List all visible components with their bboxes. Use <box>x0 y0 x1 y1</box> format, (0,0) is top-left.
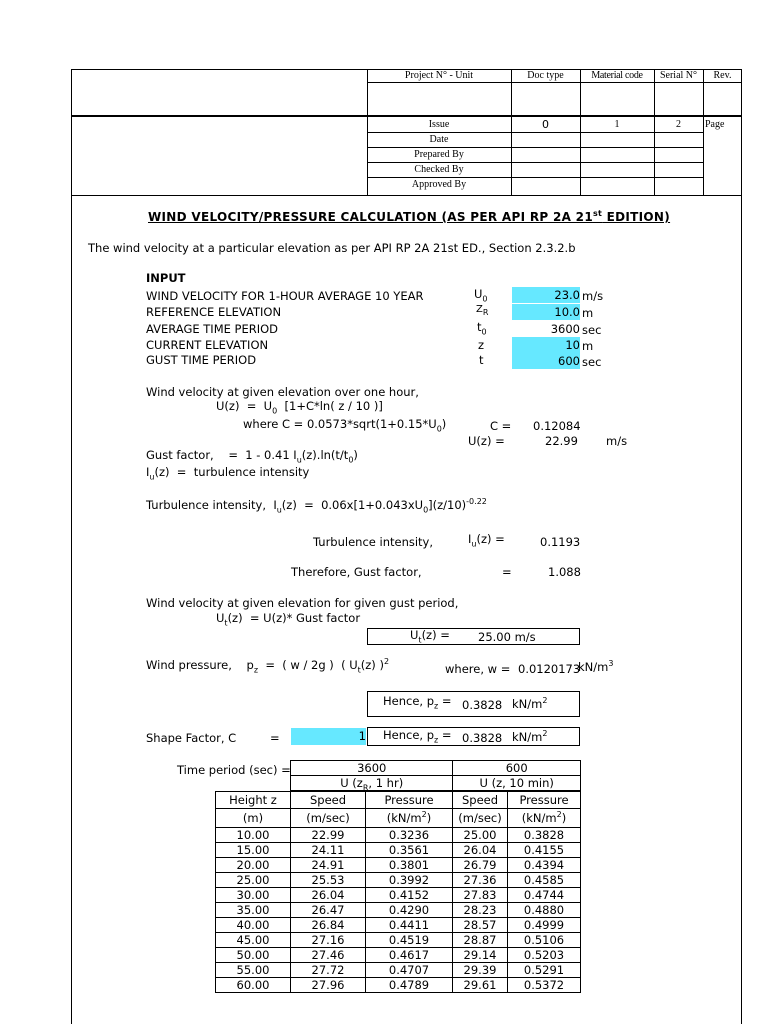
grid-line <box>703 117 704 196</box>
cell-pressure-1hr: 0.4789 <box>366 978 453 993</box>
cell-speed-10min: 28.57 <box>453 918 508 933</box>
gust-factor-eq: = <box>502 565 512 579</box>
material-code-label: Material code <box>591 70 643 81</box>
cell-height: 10.00 <box>216 828 291 843</box>
page-title: WIND VELOCITY/PRESSURE CALCULATION (AS PER API RP 2A 21st EDITION) <box>148 209 671 224</box>
shape-factor-input[interactable]: 1 <box>291 728 366 745</box>
cell-pressure-1hr: 0.3992 <box>366 873 453 888</box>
cell-speed-10min: 25.00 <box>453 828 508 843</box>
unit-speed-2: (m/sec) <box>453 809 508 828</box>
cell-speed-1hr: 27.96 <box>291 978 366 993</box>
cell-pressure-1hr: 0.4707 <box>366 963 453 978</box>
w-unit: $kN/m^3$ <box>578 659 614 674</box>
table-row <box>216 873 581 888</box>
issue-label: Issue <box>428 119 450 130</box>
pz2-value: 0.3828 <box>462 731 503 745</box>
results-table <box>215 791 581 993</box>
cell-speed-1hr: 22.99 <box>291 828 366 843</box>
doc-type-label: Doc type <box>527 70 564 81</box>
cell-speed-10min: 26.04 <box>453 843 508 858</box>
col-pressure-header-1: Pressure <box>366 792 453 809</box>
pz-unit: $kN/m^2$ <box>512 696 548 711</box>
gust-factor-line: Gust factor, = 1 - 0.41 $I_u(z).\ln(t/t_0)$ <box>146 448 358 465</box>
issue-value-1: 1 <box>614 119 620 130</box>
cell-pressure-10min: 0.4394 <box>508 858 581 873</box>
grid-line <box>367 132 703 133</box>
table-row <box>216 828 581 843</box>
period-header-table <box>290 760 581 791</box>
cell-height: 40.00 <box>216 918 291 933</box>
input-label-avg-time: AVERAGE TIME PERIOD <box>146 322 279 336</box>
cell-speed-10min: 29.14 <box>453 948 508 963</box>
table-row <box>216 978 581 993</box>
input-value-avg-time: 3600 <box>550 322 580 336</box>
cell-height: 45.00 <box>216 933 291 948</box>
ti-result-label: Turbulence intensity, <box>313 535 434 549</box>
cell-speed-1hr: 26.84 <box>291 918 366 933</box>
unit-ref-elevation: m <box>582 306 594 320</box>
uz-formula: $U(z) = U_0$ [1+C*ln( z / 10 )] <box>216 399 383 416</box>
ut-symbol: $U_t(z)$ = <box>410 628 450 645</box>
turbulence-formula: Turbulence intensity, $I_u(z) = 0.06x[1+0.043xU_0](z/10)^{-0.22}$ <box>146 497 487 515</box>
c-formula: where $C = 0.0573*sqrt(1+0.15*U_0)$ <box>243 417 447 434</box>
unit-pressure-2: $(kN/m^2)$ <box>508 809 581 828</box>
cell-speed-1hr: 26.04 <box>291 888 366 903</box>
input-value-current-elevation[interactable]: 10 <box>512 337 580 353</box>
rev-label: Rev. <box>713 70 732 81</box>
input-heading: INPUT <box>146 271 186 285</box>
cell-height: 25.00 <box>216 873 291 888</box>
hence-pz-label: Hence, $p_z$ = <box>383 694 452 711</box>
unit-wind-velocity: m/s <box>582 289 604 303</box>
grid-line <box>367 177 703 178</box>
grid-line <box>367 162 703 163</box>
cell-pressure-10min: 0.3828 <box>508 828 581 843</box>
turbulence-def-line: $I_u(z)$ = turbulence intensity <box>146 465 310 482</box>
title-block-divider <box>71 115 742 117</box>
cell-speed-1hr: 24.91 <box>291 858 366 873</box>
cell-pressure-10min: 0.4585 <box>508 873 581 888</box>
cell-speed-10min: 29.61 <box>453 978 508 993</box>
cell-height: 55.00 <box>216 963 291 978</box>
intro-text: The wind velocity at a particular elevation as per API RP 2A 21st ED., Section 2.3.2.b <box>88 241 576 255</box>
ut-value: 25.00 m/s <box>478 630 536 644</box>
symbol-t0: $t_0$ <box>477 320 487 337</box>
unit-height: (m) <box>216 809 291 828</box>
unit-avg-time: sec <box>582 323 602 337</box>
col-pressure-header-2: Pressure <box>508 792 581 809</box>
pz2-unit: $kN/m^2$ <box>512 729 548 744</box>
cell-height: 35.00 <box>216 903 291 918</box>
table-row <box>216 948 581 963</box>
wind-pressure-line: Wind pressure, $p_z$ = ( w / 2g ) ( $U_t(z)$ )$^2$ <box>146 657 390 675</box>
cell-pressure-10min: 0.5291 <box>508 963 581 978</box>
input-label-wind-velocity: WIND VELOCITY FOR 1-HOUR AVERAGE 10 YEAR <box>146 289 424 303</box>
w-value: 0.0120173 <box>518 662 581 676</box>
table-row <box>216 903 581 918</box>
shape-factor-eq: = <box>270 731 280 745</box>
uz-unit: m/s <box>606 434 628 448</box>
cell-pressure-1hr: 0.3801 <box>366 858 453 873</box>
period-1-sub: U ($z_R$, 1 hr) <box>291 776 453 791</box>
cell-pressure-1hr: 0.4617 <box>366 948 453 963</box>
cell-pressure-10min: 0.5106 <box>508 933 581 948</box>
cell-speed-10min: 26.79 <box>453 858 508 873</box>
table-row <box>216 963 581 978</box>
wind-velocity-heading: Wind velocity at given elevation over one hour, <box>146 385 419 399</box>
cell-height: 20.00 <box>216 858 291 873</box>
col-speed-header-1: Speed <box>291 792 366 809</box>
unit-current-elevation: m <box>582 339 594 353</box>
time-period-label: Time period (sec) = <box>177 763 291 777</box>
uz-label: U(z) = <box>468 434 505 448</box>
period-2-sub: U (z, 10 min) <box>453 776 581 791</box>
period-1: 3600 <box>291 761 453 776</box>
period-2: 600 <box>453 761 581 776</box>
serial-label: Serial N° <box>659 70 698 81</box>
input-value-ref-elevation[interactable]: 10.0 <box>512 304 580 320</box>
cell-speed-10min: 27.83 <box>453 888 508 903</box>
prepared-label: Prepared By <box>414 149 464 160</box>
symbol-u0: $U_0$ <box>474 287 488 304</box>
unit-pressure-1: $(kN/m^2)$ <box>366 809 453 828</box>
grid-line <box>367 147 703 148</box>
hence-pz2-label: Hence, $p_z$ = <box>383 728 452 745</box>
cell-pressure-10min: 0.4880 <box>508 903 581 918</box>
input-value-wind-velocity[interactable]: 23.0 <box>512 287 580 303</box>
unit-gust-time: sec <box>582 355 602 369</box>
cell-pressure-10min: 0.4155 <box>508 843 581 858</box>
page-label: Page <box>705 119 725 130</box>
cell-height: 30.00 <box>216 888 291 903</box>
issue-value-0: 0 <box>542 118 549 131</box>
grid-line <box>367 82 742 83</box>
ti-value: 0.1193 <box>540 535 581 549</box>
gust-velocity-heading: Wind velocity at given elevation for given gust period, <box>146 596 459 610</box>
cell-speed-1hr: 25.53 <box>291 873 366 888</box>
symbol-z: z <box>478 338 485 352</box>
unit-speed-1: (m/sec) <box>291 809 366 828</box>
table-row <box>216 918 581 933</box>
cell-height: 50.00 <box>216 948 291 963</box>
table-row <box>216 858 581 873</box>
uz-value: 22.99 <box>545 434 578 448</box>
symbol-t: t <box>479 353 484 367</box>
cell-speed-10min: 28.23 <box>453 903 508 918</box>
cell-height: 15.00 <box>216 843 291 858</box>
cell-pressure-10min: 0.5372 <box>508 978 581 993</box>
project-label: Project N° - Unit <box>404 70 474 81</box>
page-right-border <box>741 196 742 1024</box>
cell-pressure-10min: 0.5203 <box>508 948 581 963</box>
ti-result-symbol: $I_u(z)$ = <box>468 532 505 549</box>
c-label: C = <box>490 419 512 433</box>
table-row <box>216 933 581 948</box>
col-height-header: Height z <box>216 792 291 809</box>
issue-value-2: 2 <box>676 119 681 130</box>
cell-speed-1hr: 27.16 <box>291 933 366 948</box>
cell-pressure-1hr: 0.4411 <box>366 918 453 933</box>
cell-speed-10min: 29.39 <box>453 963 508 978</box>
cell-pressure-1hr: 0.3236 <box>366 828 453 843</box>
symbol-zr: $Z_R$ <box>476 304 489 317</box>
cell-pressure-10min: 0.4744 <box>508 888 581 903</box>
cell-speed-1hr: 24.11 <box>291 843 366 858</box>
ut-formula: $U_t(z) = U(z)*$ Gust factor <box>216 611 361 628</box>
input-label-gust-time: GUST TIME PERIOD <box>146 353 257 367</box>
input-label-ref-elevation: REFERENCE ELEVATION <box>146 305 282 319</box>
c-value: 0.12084 <box>533 419 581 433</box>
page-left-border <box>71 196 72 1024</box>
pz-value: 0.3828 <box>462 698 503 712</box>
col-speed-header-2: Speed <box>453 792 508 809</box>
date-label: Date <box>429 134 449 145</box>
input-label-current-elevation: CURRENT ELEVATION <box>146 338 269 352</box>
cell-pressure-1hr: 0.4152 <box>366 888 453 903</box>
cell-speed-10min: 28.87 <box>453 933 508 948</box>
cell-pressure-1hr: 0.4290 <box>366 903 453 918</box>
cell-pressure-1hr: 0.3561 <box>366 843 453 858</box>
cell-pressure-1hr: 0.4519 <box>366 933 453 948</box>
approved-label: Approved By <box>411 179 467 190</box>
cell-speed-1hr: 27.46 <box>291 948 366 963</box>
cell-speed-10min: 27.36 <box>453 873 508 888</box>
cell-speed-1hr: 26.47 <box>291 903 366 918</box>
input-value-gust-time[interactable]: 600 <box>512 353 580 369</box>
table-row <box>216 843 581 858</box>
table-row <box>216 888 581 903</box>
gust-factor-value: 1.088 <box>548 565 581 579</box>
cell-pressure-10min: 0.4999 <box>508 918 581 933</box>
where-w-label: where, w = <box>445 662 511 676</box>
checked-label: Checked By <box>414 164 464 175</box>
ut-result-box <box>367 628 580 645</box>
shape-factor-label: Shape Factor, C <box>146 731 237 745</box>
cell-height: 60.00 <box>216 978 291 993</box>
cell-speed-1hr: 27.72 <box>291 963 366 978</box>
gust-factor-result-label: Therefore, Gust factor, <box>291 565 422 579</box>
